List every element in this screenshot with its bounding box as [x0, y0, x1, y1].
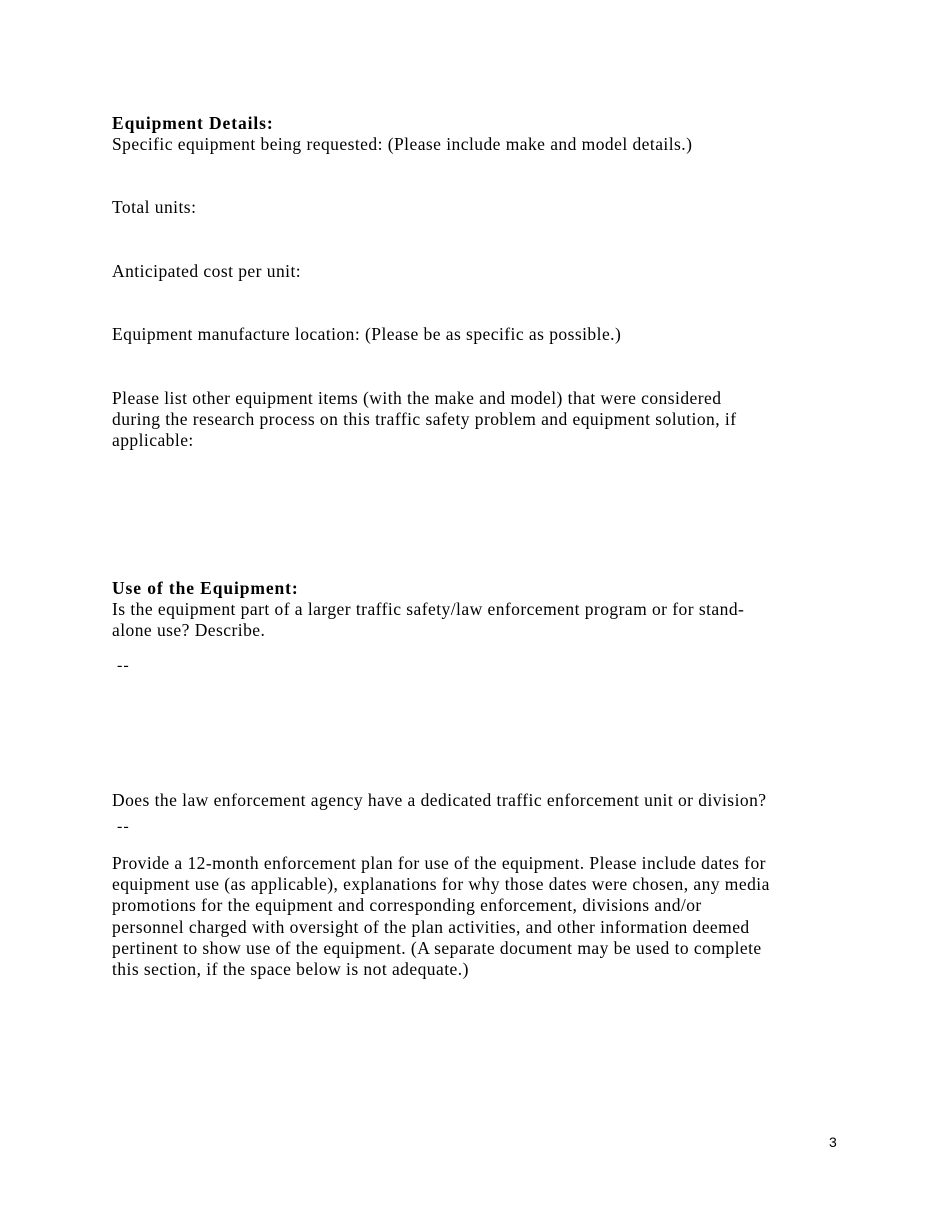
enforcement-plan-line: Provide a 12-month enforcement plan for use of the equipment. Please include dates for — [112, 853, 766, 873]
dedicated-unit-answer: -- — [117, 818, 130, 835]
other-equipment-line: during the research process on this traffic safety problem and equipment solution, if — [112, 409, 737, 430]
enforcement-plan-line: equipment use (as applicable), explanations for why those dates were chosen, any media — [112, 874, 770, 895]
enforcement-plan-line: personnel charged with oversight of the plan activities, and other information deemed — [112, 916, 750, 937]
larger-program-answer: -- — [117, 657, 130, 674]
manufacture-location-prompt: Equipment manufacture location: (Please be as specific as possible.) — [112, 324, 622, 344]
other-equipment-line: Please list other equipment items (with the make and model) that were considered — [112, 388, 722, 408]
specific-equipment-prompt: Specific equipment being requested: (Please include make and model details.) — [112, 134, 693, 154]
larger-program-line: alone use? Describe. — [112, 620, 266, 641]
enforcement-plan-line: pertinent to show use of the equipment. (A separate document may be used to complete — [112, 937, 762, 958]
larger-program-line: Is the equipment part of a larger traffic safety/law enforcement program or for stand- — [112, 599, 745, 619]
equipment-details-heading: Equipment Details: — [112, 113, 274, 133]
cost-per-unit-prompt: Anticipated cost per unit: — [112, 261, 302, 281]
total-units-prompt: Total units: — [112, 197, 197, 217]
dedicated-unit-prompt: Does the law enforcement agency have a dedicated traffic enforcement unit or division? — [112, 790, 767, 810]
page-number: 3 — [829, 1134, 837, 1150]
other-equipment-prompt — [112, 388, 842, 452]
larger-program-prompt — [112, 599, 842, 641]
other-equipment-line: applicable: — [112, 430, 194, 451]
enforcement-plan-line: promotions for the equipment and corresponding enforcement, divisions and/or — [112, 895, 702, 916]
enforcement-plan-prompt — [112, 853, 842, 980]
enforcement-plan-line: this section, if the space below is not adequate.) — [112, 959, 469, 980]
use-of-equipment-heading: Use of the Equipment: — [112, 578, 299, 598]
